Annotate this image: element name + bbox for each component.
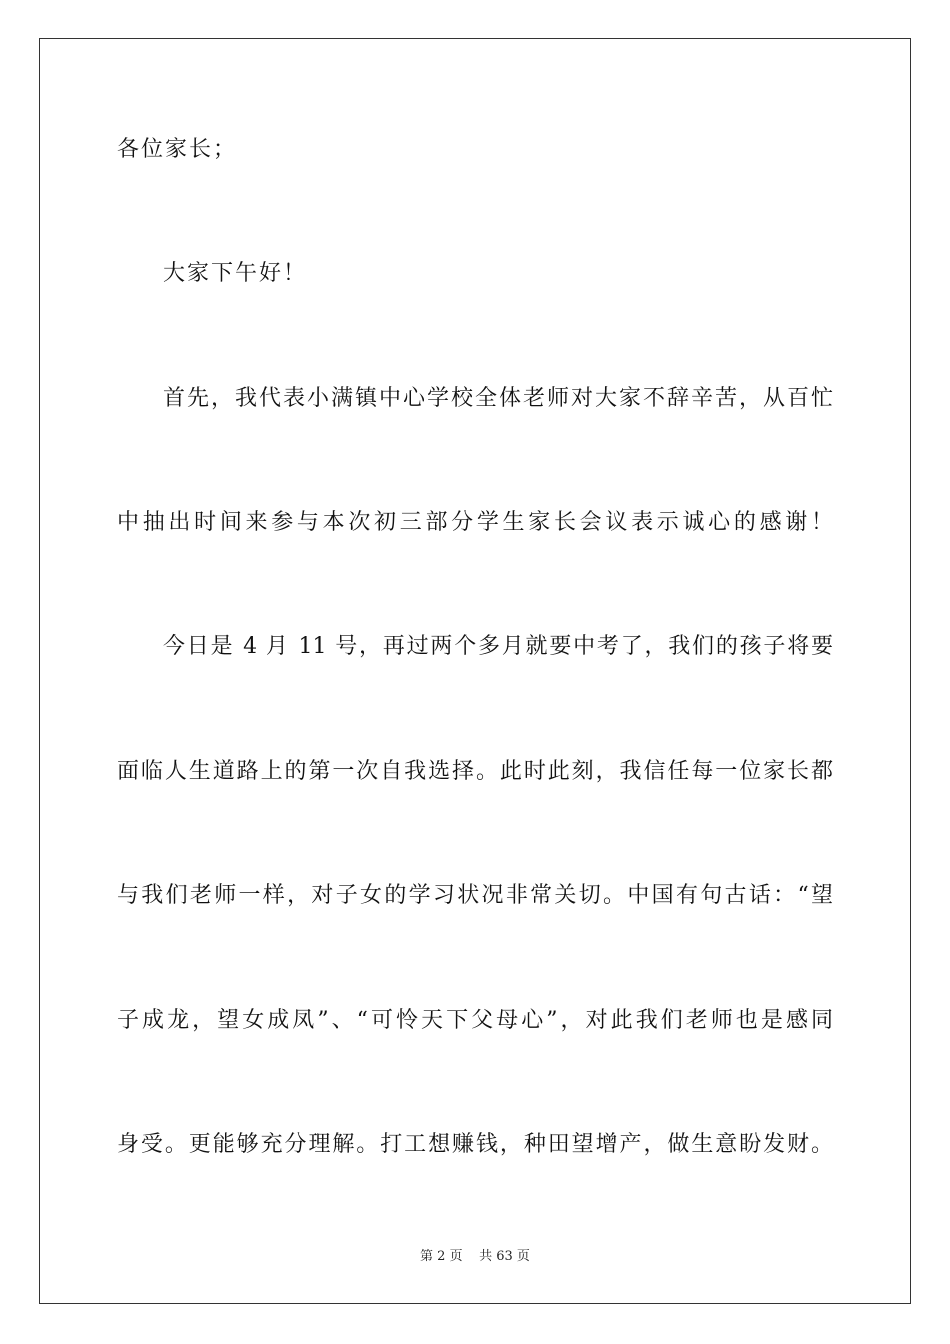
body-line: 今日是 4 月 11 号，再过两个多月就要中考了，我们的孩子将要 [163,634,833,659]
salutation-line: 各位家长； [117,137,238,162]
body-line: 身受。更能够充分理解。打工想赚钱，种田望增产，做生意盼发财。 [117,1132,833,1157]
body-line: 子成龙，望女成凤”、“可怜天下父母心”，对此我们老师也是感同 [117,1008,833,1033]
body-line: 面临人生道路上的第一次自我选择。此时此刻，我信任每一位家长都 [117,759,833,784]
page-frame [39,38,911,1304]
body-line: 中抽出时间来参与本次初三部分学生家长会议表示诚心的感谢！ [117,510,833,535]
body-line: 首先，我代表小满镇中心学校全体老师对大家不辞辛苦，从百忙 [163,386,833,411]
body-line: 与我们老师一样，对子女的学习状况非常关切。中国有句古话：“望 [117,883,833,908]
page-footer [0,1248,950,1266]
page-number: 第 2 页 [420,1249,463,1264]
page-total: 共 63 页 [479,1249,530,1264]
greeting-line: 大家下午好！ [163,261,308,286]
